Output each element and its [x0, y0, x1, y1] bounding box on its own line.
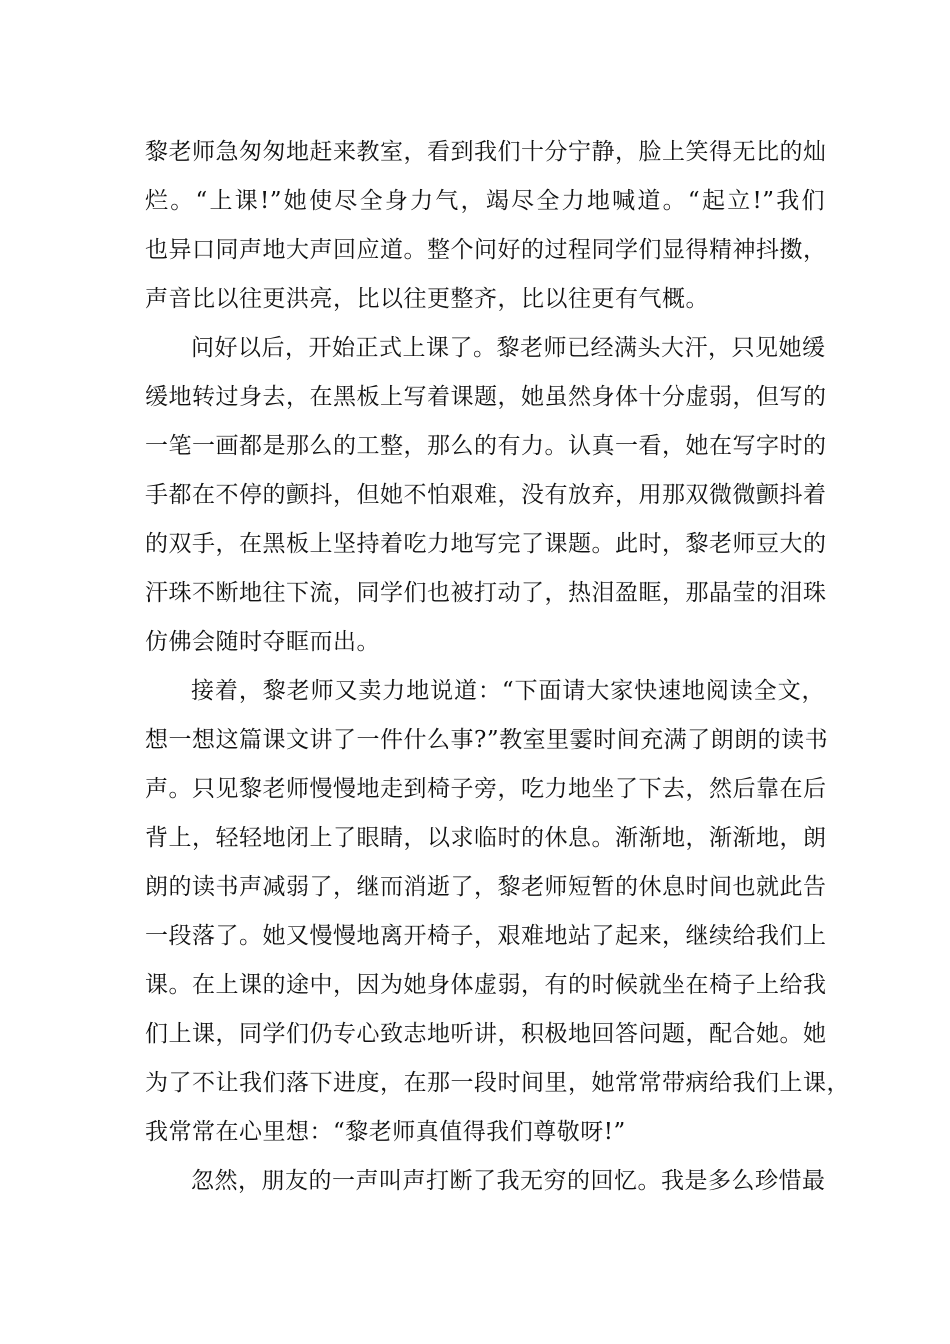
text-line: 的双手，在黑板上坚持着吃力地写完了课题。此时，黎老师豆大的	[145, 531, 827, 557]
text-line: 接着，黎老师又卖力地说道：“下面请大家快速地阅读全文，	[191, 678, 825, 704]
body-text	[145, 128, 850, 1206]
text-line: 朗的读书声减弱了，继而消逝了，黎老师短暂的休息时间也就此告	[145, 874, 827, 900]
text-line: 课。在上课的途中，因为她身体虚弱，有的时候就坐在椅子上给我	[145, 972, 827, 998]
text-line: 声。只见黎老师慢慢地走到椅子旁，吃力地坐了下去，然后靠在后	[145, 776, 827, 802]
text-line: 背上，轻轻地闭上了眼睛，以求临时的休息。渐渐地，渐渐地，朗	[145, 825, 827, 851]
text-line: 汗珠不断地往下流，同学们也被打动了，热泪盈眶，那晶莹的泪珠	[145, 580, 827, 606]
text-line: 仿佛会随时夺眶而出。	[145, 629, 380, 655]
text-line: 我常常在心里想：“黎老师真值得我们尊敬呀!”	[145, 1119, 626, 1145]
text-line: 为了不让我们落下进度，在那一段时间里，她常常带病给我们上课，	[145, 1070, 850, 1096]
text-line: 问好以后，开始正式上课了。黎老师已经满头大汗，只见她缓	[191, 335, 826, 361]
text-line: 手都在不停的颤抖，但她不怕艰难，没有放弃，用那双微微颤抖着	[145, 482, 827, 508]
text-line: 一笔一画都是那么的工整，那么的有力。认真一看，她在写字时的	[145, 433, 827, 459]
text-line: 想一想这篇课文讲了一件什么事?”教室里霎时间充满了朗朗的读书	[145, 727, 829, 753]
text-line: 声音比以往更洪亮，比以往更整齐，比以往更有气概。	[145, 286, 709, 312]
text-line: 一段落了。她又慢慢地离开椅子，艰难地站了起来，继续给我们上	[145, 923, 827, 949]
text-line: 黎老师急匆匆地赶来教室，看到我们十分宁静，脸上笑得无比的灿	[145, 139, 827, 165]
text-line: 们上课，同学们仍专心致志地听讲，积极地回答问题，配合她。她	[145, 1021, 827, 1047]
text-line: 也异口同声地大声回应道。整个问好的过程同学们显得精神抖擞，	[145, 237, 827, 263]
text-line: 烂。“上课!”她使尽全身力气，竭尽全力地喊道。“起立!”我们	[145, 188, 825, 214]
text-line: 缓地转过身去，在黑板上写着课题，她虽然身体十分虚弱，但写的	[145, 384, 827, 410]
text-line: 忽然，朋友的一声叫声打断了我无穷的回忆。我是多么珍惜最	[191, 1168, 826, 1194]
